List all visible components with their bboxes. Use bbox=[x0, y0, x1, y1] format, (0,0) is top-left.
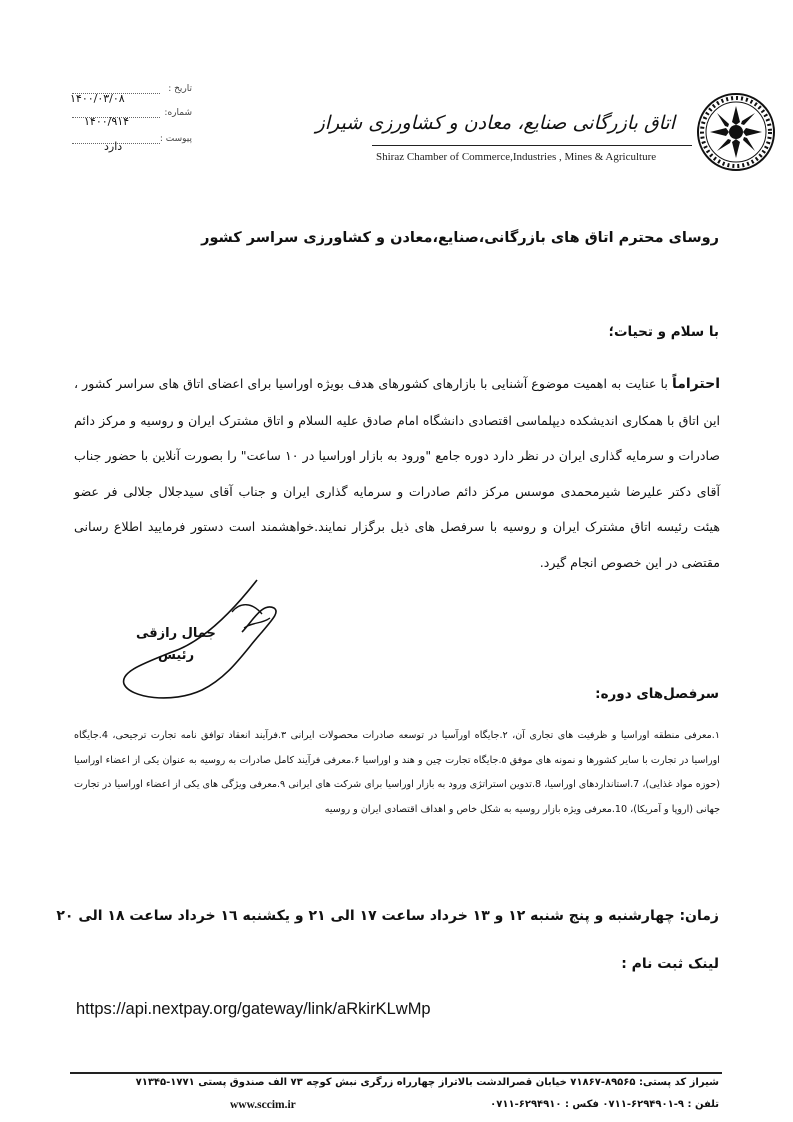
attachment-value: دارد bbox=[104, 140, 123, 153]
opening-word: احتراماً bbox=[671, 376, 720, 392]
signature-scribble-icon bbox=[112, 572, 292, 712]
org-name-fa: اتاق بازرگانی صنایع، معادن و کشاورزی شیراز bbox=[315, 112, 675, 134]
org-divider bbox=[372, 145, 692, 146]
greeting: با سلام و تحیات؛ bbox=[608, 324, 719, 340]
letter-body-text: با عنایت به اهمیت موضوع آشنایی با بازارهای کشورهای هدف بویژه اوراسیا برای اعضای اتاق های سراسر کشور ، این اتاق با همکاری اندیشکده دیپلماسی اقتصادی دانشگاه امام صادق علیه السلام و اتاق مشترک ایران و روسیه و مرکز دائم صادرات و سرمایه گذاری ایران در نظر دارد دوره جامع "ورود به بازار اوراسیا در ۱۰ ساعت" را بصورت آنلاین با حضور جناب آقای دکتر علیرضا شیرمحمدی موسس مرکز دائم صادرات و سرمایه گذاری ایران و جناب آقای سیدجلال جلالی فر عضو هیئت رئیسه اتاق مشترک ایران و روسیه با سرفصل های ذیل برگزار نمایند.خواهشمند است دستور فرمایید اطلاع رسانی مقتضی در این خصوص انجام گیرد. bbox=[74, 376, 720, 570]
registration-label: لینک ثبت نام : bbox=[621, 956, 719, 972]
attachment-label: پیوست : bbox=[159, 134, 192, 144]
footer-website[interactable]: www.sccim.ir bbox=[230, 1099, 296, 1111]
chamber-emblem-icon bbox=[696, 92, 776, 172]
syllabus-heading: سرفصل‌های دوره: bbox=[595, 686, 719, 702]
date-label: تاریخ : bbox=[168, 84, 192, 94]
number-label: شماره: bbox=[164, 108, 192, 118]
signer-role: رئیس bbox=[158, 648, 195, 663]
recipient-title: روسای محترم اتاق های بازرگانی،صنایع،معادن و کشاورزی سراسر کشور bbox=[201, 230, 719, 246]
attachment-row bbox=[72, 134, 192, 154]
signer-name: جمال رازقی bbox=[136, 626, 216, 641]
letter-body bbox=[74, 366, 720, 580]
footer-address: شیراز کد پستی: ۸۹۵۶۵-۷۱۸۶۷ خیابان قصرالدشت بالاتراز چهارراه زرگری نبش کوچه ۷۳ الف صندوق پستی ۱۷۷۱-۷۱۳۴۵ bbox=[135, 1077, 719, 1088]
schedule-time: زمان: چهارشنبه و پنج شنبه ۱۲ و ۱۳ خرداد ساعت ۱۷ الی ۲۱ و یکشنبه ۱٦ خرداد ساعت ۱۸ الی ۲۰ bbox=[56, 908, 719, 924]
date-value: ۱۴۰۰/۰۳/۰۸ bbox=[70, 92, 125, 105]
footer-divider bbox=[70, 1072, 722, 1074]
number-value: ۱۴۰۰/۹۱۴ bbox=[84, 115, 130, 128]
org-name-en: Shiraz Chamber of Commerce,Industries , Mines & Agriculture bbox=[376, 151, 657, 163]
registration-link[interactable]: https://api.nextpay.org/gateway/link/aRkirKLwMp bbox=[76, 1000, 431, 1018]
footer-phone: تلفن : ۹-۶۲۹۴۹۰۱-۰۷۱۱ فکس : ۶۲۹۴۹۱۰-۰۷۱۱ bbox=[490, 1099, 719, 1110]
syllabus-text: ۱.معرفی منطقه اوراسیا و ظرفیت های تجاری آن، ۲.جایگاه اورآسیا در توسعه صادرات محصولات ایرانی ۳.فرآیند انعقاد توافق نامه تجارت ترجیحی، 4.جایگاه اوراسیا در تجارت با سایر کشورها و نمونه های موفق ۵.جایگاه تجارت چین و هند و اوراسیا ۶.معرفی فرآیند کامل صادرات به روسیه به عنوان یکی از اعضاء اوراسیا (حوزه مواد غذایی)، 7.استانداردهای اوراسیا، 8.تدوین استراتژی ورود به بازار اوراسیا برای شرکت های ایرانی ۹.معرفی ویژگی های یکی از اعضاء اوراسیا در تجارت جهانی (اروپا و آمریکا)، 10.معرفی ویژه بازار روسیه به شکل خاص و اهداف اقتصادی ایران و روسیه bbox=[74, 730, 720, 815]
